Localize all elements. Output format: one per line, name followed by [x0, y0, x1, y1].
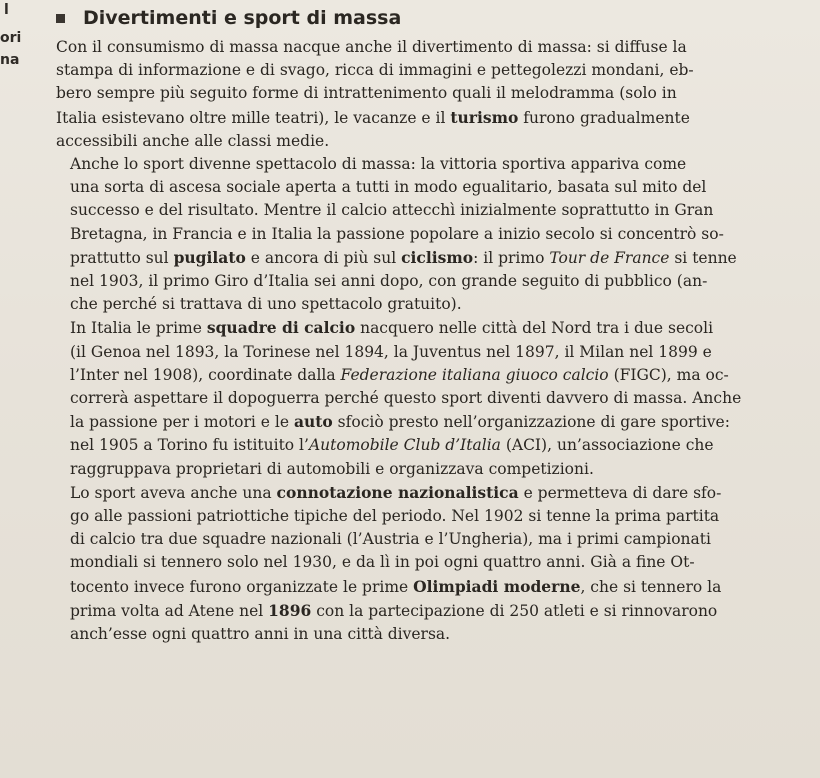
text-run: nacquero nelle città del Nord tra i due secoli — [355, 319, 714, 338]
text-line: anch’esse ogni quattro anni in una città diversa. — [70, 625, 451, 644]
text-line — [56, 599, 766, 623]
text-line — [56, 106, 766, 130]
margin-fragment: l — [4, 2, 9, 18]
paragraph — [56, 36, 766, 153]
text-line: (il Genoa nel 1893, la Torinese nel 1894, la Juventus nel 1897, il Milan nel 1899 e — [70, 342, 712, 361]
text-run: , che si tennero la — [580, 577, 722, 596]
text-line — [56, 410, 766, 434]
text-line: accessibili anche alle classi medie. — [56, 131, 330, 150]
text-line: Anche lo sport divenne spettacolo di massa: la vittoria sportiva appariva come — [70, 155, 687, 174]
paragraph — [56, 153, 766, 316]
margin-fragment: na — [0, 52, 20, 68]
text-line: bero sempre più seguito forme di intrattenimento quali il melodramma (solo in — [56, 84, 677, 103]
paragraph — [56, 316, 766, 480]
keyword: Olimpiadi moderne — [413, 576, 581, 596]
text-run: prima volta ad Atene nel — [70, 601, 269, 620]
text-line: Bretagna, in Francia e in Italia la passione popolare a inizio secolo si concentrò so- — [70, 224, 724, 243]
text-run: e ancora di più sul — [245, 248, 402, 267]
text-line — [56, 434, 766, 457]
text-line: go alle passioni patriottiche tipiche del periodo. Nel 1902 si tenne la prima partita — [70, 507, 720, 526]
text-run: Lo sport aveva anche una — [70, 483, 277, 502]
body-text — [56, 36, 766, 646]
text-run: : il primo — [473, 248, 550, 267]
text-run: l’Inter nel 1908), coordinate dalla — [70, 365, 341, 384]
keyword: turismo — [450, 107, 519, 127]
text-line: che perché si trattava di uno spettacolo gratuito). — [70, 295, 462, 314]
text-line: di calcio tra due squadre nazionali (l’Austria e l’Ungheria), ma i primi campionati — [70, 530, 711, 549]
italic-term: Automobile Club d’Italia — [308, 436, 501, 455]
italic-term: Tour de France — [549, 248, 670, 267]
text-run: Italia esistevano oltre mille teatri), le vacanze e il — [56, 108, 451, 127]
text-line: una sorta di ascesa sociale aperta a tutti in modo egualitario, basata sul mito del — [70, 178, 707, 197]
keyword: squadre di calcio — [206, 318, 356, 338]
paragraph — [56, 481, 766, 646]
text-line: correrà aspettare il dopoguerra perché questo sport diventi davvero di massa. Anche — [70, 389, 742, 408]
text-run: tocento invece furono organizzate le prime — [70, 577, 414, 596]
text-run: nel 1905 a Torino fu istituito l’ — [70, 436, 309, 455]
text-line: nel 1903, il primo Giro d’Italia sei anni dopo, con grande seguito di pubblico (an- — [70, 272, 708, 291]
keyword: pugilato — [173, 247, 246, 267]
text-run: sfociò presto nell’organizzazione di gare sportive: — [332, 413, 730, 432]
text-run: In Italia le prime — [70, 319, 207, 338]
text-run: (FIGC), ma oc- — [608, 365, 729, 384]
section-header — [56, 7, 401, 29]
text-line — [56, 481, 766, 505]
text-run: con la partecipazione di 250 atleti e si rinnovarono — [311, 601, 718, 620]
text-line: mondiali si tennero solo nel 1930, e da lì in poi ogni quattro anni. Già a fine Ot- — [70, 553, 695, 572]
text-line: successo e del risultato. Mentre il calcio attecchì inizialmente soprattutto in Gran — [70, 201, 714, 220]
text-line — [56, 364, 766, 387]
text-line: stampa di informazione e di svago, ricca di immagini e pettegolezzi mondani, eb- — [56, 61, 694, 80]
text-line: Con il consumismo di massa nacque anche il divertimento di massa: si diffuse la — [56, 38, 687, 56]
text-run: prattutto sul — [70, 248, 174, 267]
section-title: Divertimenti e sport di massa — [83, 7, 402, 29]
keyword: auto — [293, 412, 333, 432]
text-run: la passione per i motori e le — [70, 413, 294, 432]
text-line — [56, 246, 766, 270]
square-bullet-icon — [56, 14, 65, 23]
text-run: (ACI), un’associazione che — [500, 436, 714, 455]
text-run: furono gradualmente — [518, 108, 690, 127]
text-line — [56, 316, 766, 340]
margin-fragment: ori — [0, 30, 22, 46]
text-line: raggruppava proprietari di automobili e organizzava competizioni. — [70, 459, 594, 478]
italic-term: Federazione italiana giuoco calcio — [340, 365, 609, 384]
keyword: 1896 — [268, 600, 312, 620]
text-run: e permetteva di dare sfo- — [518, 483, 722, 502]
keyword: connotazione nazionalistica — [276, 482, 519, 502]
text-line — [56, 575, 766, 599]
text-run: si tenne — [669, 248, 737, 267]
keyword: ciclismo — [401, 247, 474, 267]
